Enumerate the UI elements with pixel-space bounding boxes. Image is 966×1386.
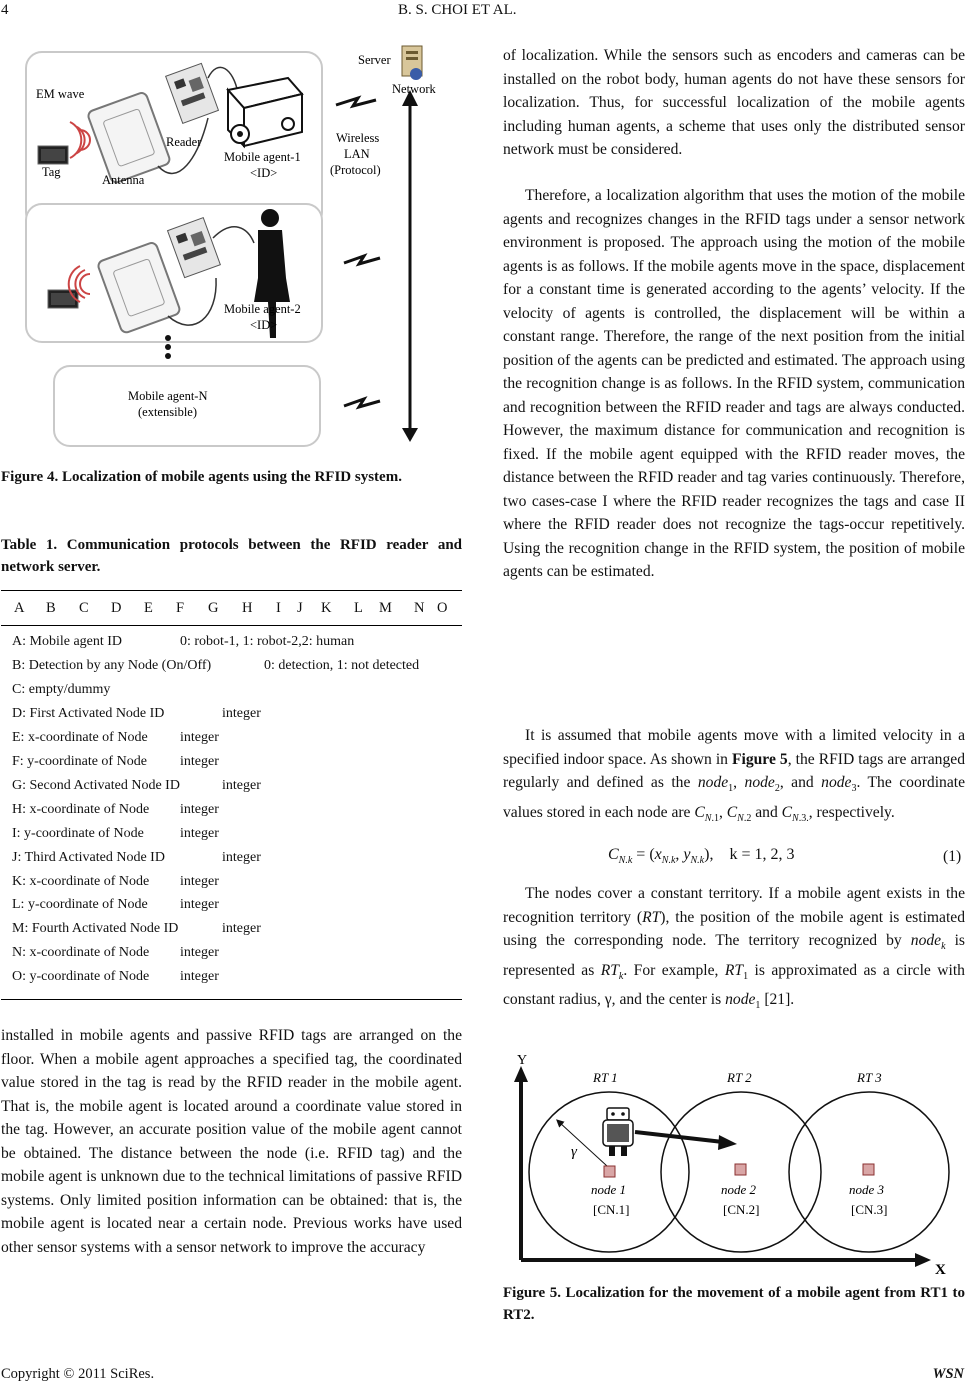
table-bottom-rule (1, 999, 462, 1000)
label-agent2-id: <ID> (250, 318, 278, 332)
label-server: Server (358, 53, 391, 67)
table-row: M: Fourth Activated Node ID integer (12, 921, 261, 936)
col-i: I (276, 600, 281, 616)
label-protocol: (Protocol) (330, 163, 381, 177)
label-wireless: Wireless (336, 131, 380, 145)
table-top-rule (1, 590, 462, 591)
table-row: A: Mobile agent ID 0: robot-1, 1: robot-2,2: human (12, 634, 355, 649)
col-l: L (354, 600, 363, 616)
mobile-agent-robot-icon (603, 1108, 633, 1156)
col-h: H (242, 600, 253, 616)
col-a: A (14, 600, 25, 616)
footer-copyright: Copyright © 2011 SciRes. (1, 1366, 155, 1382)
table-row: H: x-coordinate of Node integer (12, 802, 219, 817)
table-row: C: empty/dummy (12, 682, 111, 697)
node-1-coord: [CN.1] (593, 1202, 630, 1217)
table-header-rule (1, 625, 462, 626)
table-row: J: Third Activated Node ID integer (12, 850, 261, 865)
col-d: D (111, 600, 122, 616)
label-agent1: Mobile agent-1 (224, 150, 301, 164)
table-row: D: First Activated Node ID integer (12, 706, 261, 721)
left-paragraph: installed in mobile agents and passive RFID tags are arranged on the floor. When a mobile agent approaches a specified tag, the coordinated value stored in the tag is read by the RFID reader in the mobile agent. That is, the mobile agent is located around a coordinate value stored in the tag. However, an accurate position value of the mobile agent cannot be obtained. The distance between the node (i.e. RFID tag) and the mobile agent is unknown due to the technical limitations of passive RFID systems. Only limited position information can be obtained: that is, the mobile agent is located near a certain node. Previous works have used other sensor systems with a sensor network to improve the accuracy (1, 1027, 462, 1256)
running-title: B. S. CHOI ET AL. (398, 2, 517, 18)
rt3-label: RT 3 (857, 1070, 882, 1085)
table-row: E: x-coordinate of Node integer (12, 730, 219, 745)
right-paragraph-3: It is assumed that mobile agents move with a limited velocity in a specified indoor space. As shown in Figure 5, the RFID tags are arranged regularly and defined as the node$_1$, node$_2$, and node$_3$. The coordinate values stored in each node are $C_{N.1}$, $C_{N.2}$ and $C_{N.3.}$, respectively. (503, 727, 966, 824)
label-agentN: Mobile agent-N (128, 389, 208, 403)
col-j: J (297, 600, 303, 616)
col-n: N (414, 600, 425, 616)
right-paragraph-1: of localization. While the sensors such as encoders and cameras can be installed on the robot body, human agents do not have these sensors for localization. Thus, for successful localization of the mobile agents including human agents, a scheme that uses only the distributed sensor network must be considered. (503, 47, 965, 158)
node-2-marker (735, 1164, 746, 1175)
node-1-marker (604, 1166, 615, 1177)
label-network: Network (392, 82, 436, 96)
label-agentN-sub: (extensible) (138, 405, 198, 419)
col-o: O (437, 600, 448, 616)
table-header (1, 600, 462, 620)
label-reader: Reader (166, 135, 202, 149)
figure-5-diagram (505, 1046, 965, 1278)
equation-1: $C_{N.k} = (x_{N.k}$, $y_{N.k}$), k = 1, 2, 3 (608, 846, 795, 867)
figure-4-caption: Figure 4. Localization of mobile agents using the RFID system. (1, 469, 402, 485)
label-antenna: Antenna (102, 173, 145, 187)
node-3-label: node 3 (849, 1182, 885, 1197)
gamma-label: γ (571, 1144, 577, 1160)
table-1-caption: Table 1. Communication protocols between the RFID reader and network server. (1, 537, 462, 575)
label-tag: Tag (42, 165, 61, 179)
col-e: E (144, 600, 153, 616)
label-em-wave: EM wave (36, 87, 85, 101)
col-k: K (321, 600, 332, 616)
equation-number: (1) (943, 848, 962, 865)
wireless-bolt-icon (336, 98, 376, 106)
table-row: L: y-coordinate of Node integer (12, 897, 219, 912)
page-number: 4 (1, 2, 9, 18)
col-f: F (176, 600, 185, 616)
table-row: B: Detection by any Node (On/Off) 0: detection, 1: not detected (12, 658, 420, 673)
node-2-coord: [CN.2] (723, 1202, 760, 1217)
label-agent1-id: <ID> (250, 166, 278, 180)
label-agent2: Mobile agent-2 (224, 302, 301, 316)
table-row: I: y-coordinate of Node integer (12, 826, 219, 841)
node-3-marker (863, 1164, 874, 1175)
footer-journal: WSN (932, 1366, 964, 1382)
node-3-coord: [CN.3] (851, 1202, 888, 1217)
x-axis-label: X (935, 1262, 946, 1278)
figure-5-caption: Figure 5. Localization for the movement of a mobile agent from RT1 to RT2. (503, 1285, 965, 1323)
figure-5 (505, 1046, 965, 1278)
rt2-label: RT 2 (727, 1070, 752, 1085)
table-row: N: x-coordinate of Node integer (12, 945, 219, 960)
right-paragraph-2: Therefore, a localization algorithm that uses the motion of the mobile agents and recognizes changes in the RFID tags under a sensor network environment is proposed. The approach using the motion of the mobile agents is as follows. If the mobile agents move in the space, displacement for a constant time is generated according to the agents’ velocity. If the velocity of agents is controlled, the displacement will be within a constant range. Therefore, the range of the next position from the initial position of the agents can be predicted and estimated. The approach using the recognition change is as follows. In the RFID system, communication and recognition between the RFID reader and tags are always conducted. However, the maximum distance for communication and recognition is fixed. If the mobile agent equipped with the RFID reader moves, the distance between the RFID reader and tag varies continuously. Therefore, two cases-case I where the RFID reader recognizes the tags and case II where the RFID reader does not recognize the tags-occur repetitively. Using the recognition change in the RFID system, the position of mobile agents can be estimated. (503, 187, 965, 580)
right-paragraph-4: The nodes cover a constant territory. If a mobile agent exists in the recognition territory (RT), the position of the mobile agent is estimated using the corresponding node. The territory recognized by node$_k$ is represented as $RT_k$. For example, $RT_1$ is approximated as a circle with constant radius, γ, and the center is node$_1$ [21]. (503, 885, 966, 1012)
y-axis-label: Y (517, 1053, 528, 1068)
node-2-label: node 2 (721, 1182, 757, 1197)
figure-4 (18, 38, 463, 453)
server-icon (402, 46, 422, 80)
table-row: O: y-coordinate of Node integer (12, 969, 219, 984)
radius-line (559, 1122, 607, 1166)
table-row: K: x-coordinate of Node integer (12, 874, 219, 889)
col-m: M (379, 600, 392, 616)
table-row: F: y-coordinate of Node integer (12, 754, 219, 769)
wireless-bolt-icon-2 (344, 256, 380, 264)
node-1-label: node 1 (591, 1182, 627, 1197)
rt1-label: RT 1 (593, 1070, 618, 1085)
label-lan: LAN (344, 147, 370, 161)
wireless-bolt-icon-3 (344, 399, 380, 407)
table-row: G: Second Activated Node ID integer (12, 778, 261, 793)
col-b: B (46, 600, 56, 616)
figure-4-diagram (18, 38, 463, 453)
col-g: G (208, 600, 219, 616)
col-c: C (79, 600, 89, 616)
